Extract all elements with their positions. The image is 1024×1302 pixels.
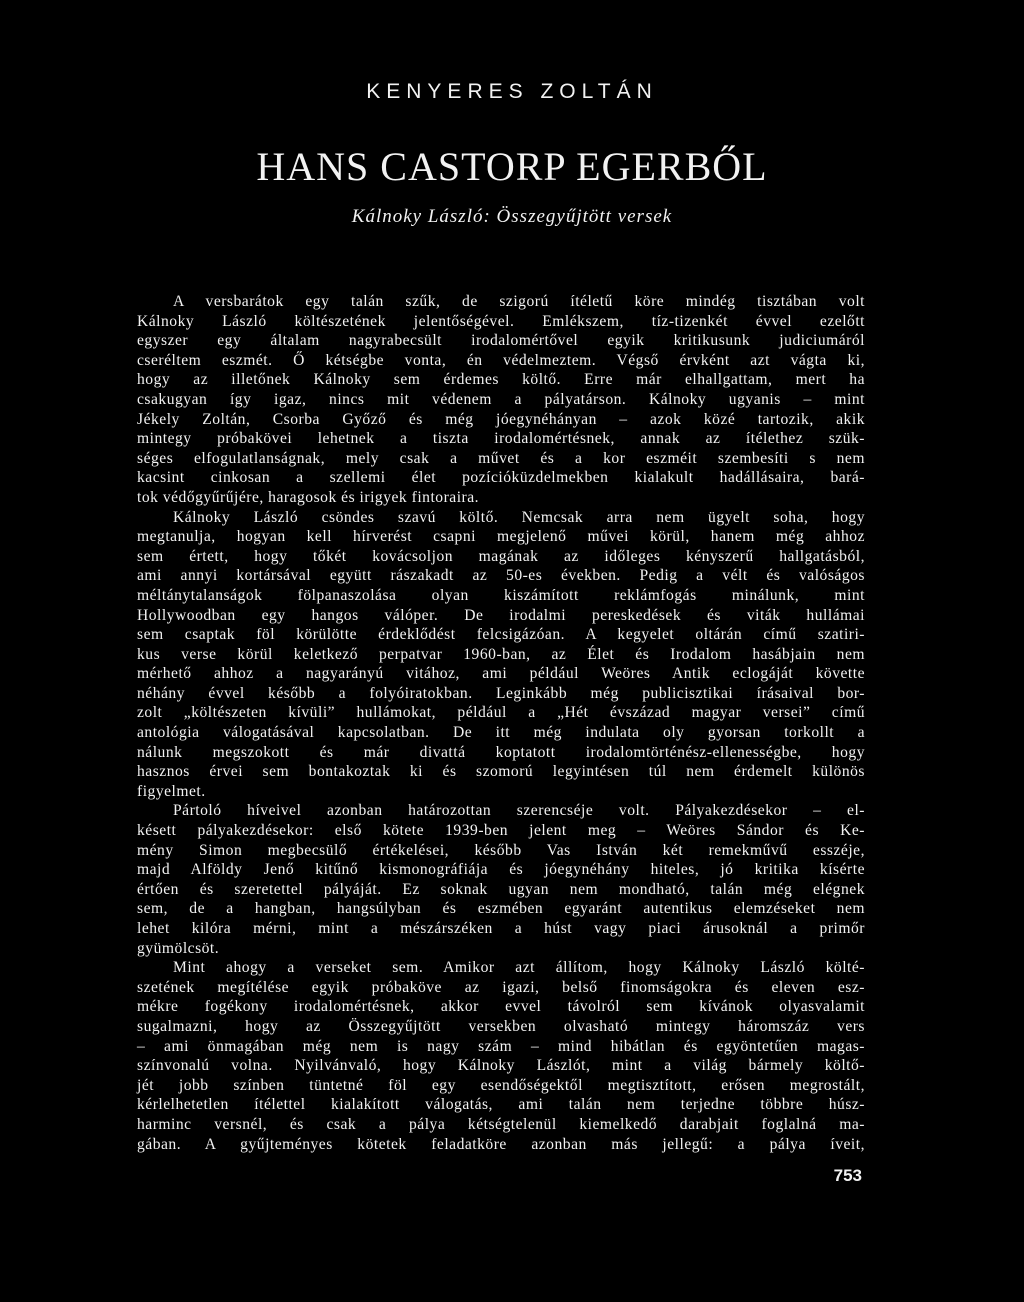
body-line: mékre fogékony irodalomértésnek, akkor evvel távolról sem kívánok olyasvalamit: [137, 998, 865, 1016]
body-line: megtanulja, hogyan kell hírverést csapni megjelenő művei körül, hanem még ahhoz: [137, 528, 865, 546]
body-line: egyszer egy általam nagyrabecsült irodalomértővel egyik kritikusunk judiciumáról: [137, 332, 865, 350]
body-line: Pártoló híveivel azonban határozottan szerencséje volt. Pályakezdésekor – el-: [173, 802, 865, 820]
body-line: harminc versnél, és csak a pálya kétségtelenül kiemelkedő darabjait foglalná ma-: [137, 1115, 865, 1133]
body-line: figyelmet.: [137, 782, 206, 800]
body-line: Jékely Zoltán, Csorba Győző és még jóegynéhányan – azok közé tartozik, akik: [137, 410, 865, 428]
body-line: késett pályakezdésekor: első kötete 1939-ben jelent meg – Weöres Sándor és Ke-: [137, 822, 865, 840]
body-line: Mint ahogy a verseket sem. Amikor azt állítom, hogy Kálnoky László költé-: [173, 959, 865, 977]
body-line: Kálnoky László csöndes szavú költő. Nemcsak arra nem ügyelt soha, hogy: [173, 508, 865, 526]
body-line: méltánytalanságok fölpanaszolása olyan kiszámított reklámfogás minálunk, mint: [137, 586, 865, 604]
body-line: Hollywoodban egy hangos válóper. De irodalmi pereskedések és viták hullámai: [137, 606, 865, 624]
body-line: sem csaptak föl körülötte érdeklődést felcsigázóan. A kegyelet oltárán című szatiri-: [137, 626, 865, 644]
body-line: sugalmazni, hogy az Összegyűjtött versekben olvasható mintegy háromszáz vers: [137, 1017, 865, 1035]
article-title: HANS CASTORP EGERBŐL: [256, 144, 768, 189]
body-line: tok védőgyűrűjére, haragosok és irigyek fintoraira.: [137, 488, 480, 506]
article-subtitle: Kálnoky László: Összegyűjtött versek: [351, 206, 673, 227]
body-line: gában. A gyűjteményes kötetek feladatköre azonban más jellegű: a pálya íveit,: [137, 1135, 865, 1153]
body-line: nálunk megszokott és már divattá koptatott irodalomtörténész-ellenességbe, hogy: [137, 743, 865, 761]
body-line: ami annyi kortársával együtt rászakadt az 50-es években. Pedig a vélt és valóságos: [137, 567, 865, 585]
body-line: hasznos érvei sem bontakoztak ki és szomorú legyintésen túl nem érdemelt különös: [137, 763, 865, 781]
body-line: kacsint cinkosan a szellemi élet pozícióküzdelmekben kialakult hadállásaira, bará-: [137, 469, 865, 487]
body-line: csakugyan így igaz, nincs mit védenem a pályatárson. Kálnoky ugyanis – mint: [137, 390, 865, 408]
body-line: néhány évvel később a folyóiratokban. Leginkább még publicisztikai írásaival bor-: [137, 684, 865, 702]
body-line: séges elfogulatlanságnak, mely csak a művet és a kor eszméit szembesíti s nem: [137, 449, 865, 467]
body-line: sem értett, hogy tőkét kovácsoljon magának az időleges kényszerű hallgatásból,: [137, 547, 865, 565]
body-line: kus verse körül keletkező perpatvar 1960-ban, az Élet és Irodalom hasábjain nem: [137, 645, 865, 663]
body-line: hogy az illetőnek Kálnoky sem érdemes költő. Erre már elhallgattam, mert ha: [137, 371, 865, 389]
body-line: kérlelhetetlen ítélettel kialakított válogatás, ami talán nem terjedne többre húsz-: [137, 1096, 865, 1114]
body-line: értően és szeretettel pályáját. Ez soknak ugyan nem mondható, talán még elégnek: [137, 880, 865, 898]
body-line: cseréltem eszmét. Ő kétségbe vonta, én védelmeztem. Végső érvként azt vágta ki,: [137, 351, 865, 369]
body-line: majd Alföldy Jenő kitűnő kismonográfiája és jóegynéhány hiteles, jó kritika kísérte: [137, 861, 865, 879]
body-line: mintegy próbakövei lehetnek a tiszta irodalomértésnek, annak az ítélethez szük-: [137, 430, 865, 448]
article-body: [137, 292, 865, 1154]
body-line: – ami önmagában még nem is nagy szám – mind hibátlan és egyöntetűen magas-: [137, 1037, 865, 1055]
body-line: színvonalú volna. Nyilvánvaló, hogy Kálnoky Lászlót, mint a világ bármely költő-: [137, 1057, 865, 1075]
body-line: mérhető ahhoz a nagyarányú vitához, ami például Weöres Antik eclogáját követte: [137, 665, 865, 683]
body-line: A versbarátok egy talán szűk, de szigorú ítéletű köre mindég tisztában volt: [173, 293, 865, 310]
body-line: jét jobb színben tüntetné föl egy esendőségektől megtisztított, erősen megrostált,: [137, 1076, 865, 1094]
body-line: gyümölcsöt.: [137, 939, 220, 957]
body-line: mény Simon megbecsülő értékelései, később Vas István két remekművű esszéje,: [137, 841, 865, 859]
body-line: sem, de a hangban, hangsúlyban és eszmében egyaránt autentikus elemzéseket nem: [137, 900, 865, 918]
body-line: lehet kilóra mérni, mint a mészárszéken a húst vagy piaci árusoknál a primőr: [137, 920, 865, 937]
body-line: zolt „költészeten kívüli” hullámokat, például a „Hét évszázad magyar versei” című: [137, 704, 865, 722]
body-line: Kálnoky László költészetének jelentőségével. Emlékszem, tíz-tizenkét évvel ezelőtt: [137, 312, 865, 330]
page-number: 753: [833, 1166, 862, 1185]
body-line: szetének megítélése egyik próbaköve az igazi, belső finomságokra és eleven esz-: [137, 978, 865, 996]
body-line: antológia válogatásával kapcsolatban. De itt még indulata oly gyorsan torkollt a: [137, 724, 865, 742]
author-name: KENYERES ZOLTÁN: [366, 80, 658, 103]
